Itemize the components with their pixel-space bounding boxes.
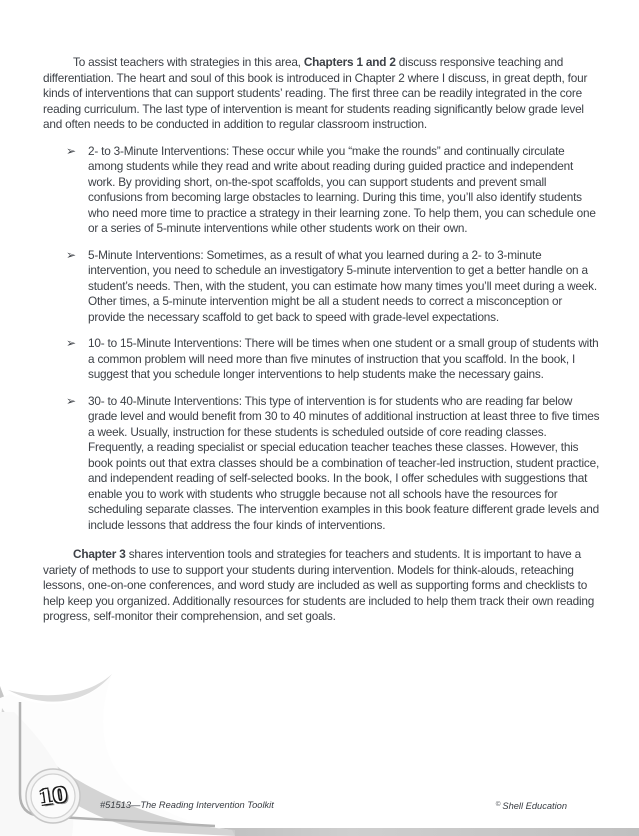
- arrow-bullet-icon: ➢: [66, 143, 76, 158]
- intervention-list: [66, 144, 601, 534]
- list-item: [66, 394, 601, 534]
- closing-paragraph: [43, 547, 601, 625]
- list-item: [66, 144, 601, 237]
- publisher-name: Shell Education: [502, 801, 567, 811]
- arrow-bullet-icon: ➢: [66, 336, 76, 350]
- list-item: [66, 336, 601, 383]
- page-curl-graphic: [0, 668, 235, 836]
- footer-publisher: [496, 801, 567, 811]
- closing-paragraph-bold: Chapter 3: [73, 547, 126, 561]
- list-item-text: 10- to 15-Minute Interventions: There will be times when one student or a small group of students with a common problem will need more than five minutes of instruction that you scaffold. In the book, I suggest that you schedule longer interventions to help students make the necessary gains.: [88, 336, 599, 381]
- intro-paragraph-pre: To assist teachers with strategies in this area,: [73, 55, 304, 69]
- arrow-bullet-icon: ➢: [66, 393, 76, 408]
- closing-paragraph-post: shares intervention tools and strategies for teachers and students. It is important to have a variety of methods to use to support your students during intervention. Models for think-alouds, reteaching lessons, one-on-one conferences, and word study are included as well as supporting forms and checklists to help keep you organized. Additionally resources for students are included to help them track their own reading progress, self-monitor their comprehension, and set goals.: [43, 547, 595, 623]
- intro-paragraph-bold: Chapters 1 and 2: [303, 55, 396, 69]
- copyright-icon: ©: [495, 801, 501, 808]
- list-item-text: 30- to 40-Minute Interventions: This type of intervention is for students who are reading far below grade level and would benefit from 30 to 40 minutes of additional instruction at least three to five times a week. Usually, instruction for these students is scheduled outside of core reading classes. Frequently, a reading specialist or special education teacher teaches these classes. However, this book points out that extra classes should be a combination of teacher-led instruction, student practice, and independent reading of self-selected books. In the book, I offer schedules with suggestions that enable you to work with students who struggle because not all schools have the resources for scheduling separate classes. The intervention examples in this book feature different grade levels and include lessons that address the four kinds of interventions.: [88, 393, 600, 532]
- list-item-text: 2- to 3-Minute Interventions: These occur while you “make the rounds” and continually circulate among students while they read and write about reading during guided practice and independent work. By providing short, on-the-spot scaffolds, you can support students and prevent small confusions from becoming large obstacles to learning. During this time, you’ll also identify students who need more time to practice a strategy in their learning zone. To help them, you can schedule one or a series of 5-minute interventions while other students work on their own.: [88, 143, 596, 235]
- list-item-text: 5-Minute Interventions: Sometimes, as a result of what you learned during a 2- to 3-minute intervention, you need to schedule an investigatory 5-minute intervention to get a better handle on a student’s needs. Then, with the student, you can estimate how many times you’ll meet during a week. Other times, a 5-minute intervention might be all a student needs to correct a misconception or provide the necessary scaffold to get back to speed with grade-level expectations.: [88, 247, 597, 324]
- list-item: [66, 248, 601, 326]
- arrow-bullet-icon: ➢: [66, 247, 76, 262]
- page-body: [43, 55, 601, 625]
- intro-paragraph-post: discuss responsive teaching and differentiation. The heart and soul of this book is introduced in Chapter 2 where I discuss, in great depth, four kinds of interventions that can support students’ reading. The first three can be readily integrated in the core reading curriculum. The last type of intervention is meant for students reading significantly below grade level and often needs to be conducted in addition to regular classroom instruction.: [43, 55, 588, 131]
- intro-paragraph: [43, 55, 601, 133]
- page-number: 10: [37, 782, 69, 810]
- page-curl-art: [0, 668, 235, 836]
- footer-book-reference: #51513—The Reading Intervention Toolkit: [100, 800, 274, 810]
